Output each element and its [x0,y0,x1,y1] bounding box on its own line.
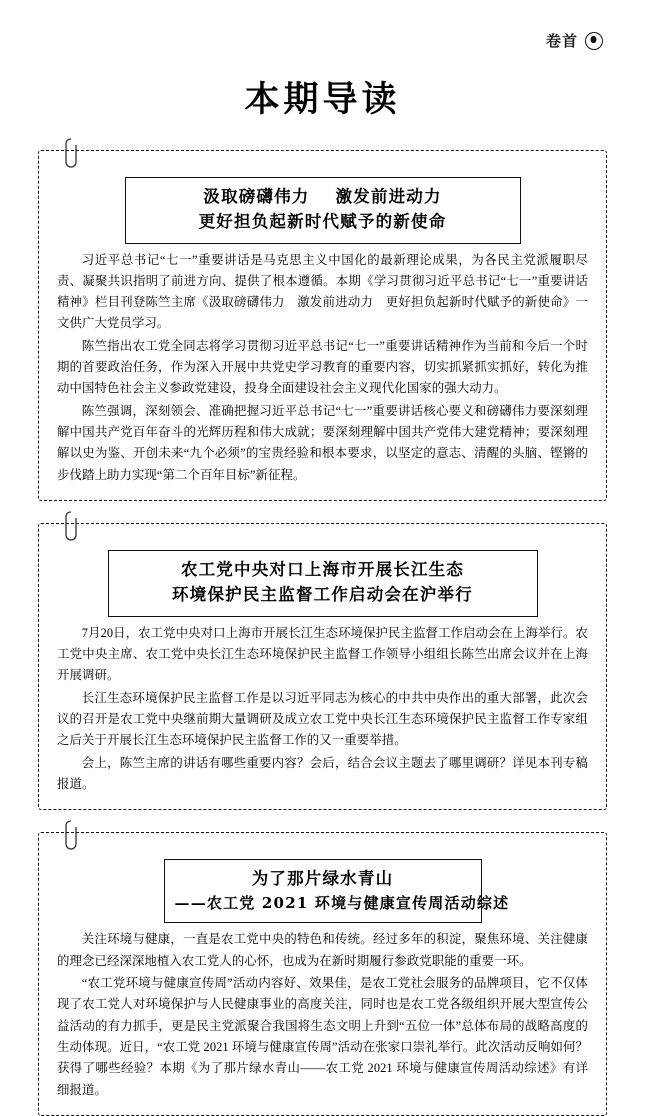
paperclip-icon [65,820,77,850]
article-paragraph: 长江生态环境保护民主监督工作是以习近平同志为核心的中共中央作出的重大部署，此次会议的召开是农工党中央继前期大量调研及成立农工党中央长江生态环境保护民主监督工作专家组之后关于开展长江生态环境保护民主监督工作的又一重要举措。 [57,690,588,748]
article-headline [125,177,521,244]
article-headline [164,859,510,923]
article-list [38,150,607,1116]
article-paragraph: 关注环境与健康，一直是农工党中央的特色和传统。经过多年的积淀，聚焦环境、关注健康的理念已经深深地植入农工党人的心怀，也成为在新时期履行参政党职能的重要一环。 [57,932,588,968]
headline-line-1: 农工党中央对口上海市开展长江生态 [180,560,465,580]
page-title: 本期导读 [244,79,401,120]
headline-line-1 [136,185,510,210]
article-paragraph: 陈竺强调，深刻领会、准确把握习近平总书记“七一”重要讲话核心要义和磅礴伟力要深刻理解中国共产党百年奋斗的光辉历程和伟大成就；要深刻理解中国共产党伟大建党精神；要深刻理解以史为鉴、开创未来“九个必须”的宝贵经验和根本要求，以坚定的意志、清醒的头脑、铿锵的步伐踏上助力实现“第二个百年目标”新征程。 [57,403,588,482]
headline-line-2: ——农工党 2021 环境与健康宣传周活动综述 [174,893,510,912]
headline-line-2: 更好担负起新时代赋予的新使命 [198,211,447,231]
article-block [38,150,607,501]
headline-part-right: 激发前进动力 [335,187,442,206]
headline-part-left: 汲取磅礴伟力 [203,187,310,206]
header-section-title: 卷首 [545,34,578,50]
article-paragraph: 会上，陈竺主席的讲话有哪些重要内容？会后，结合会议主题去了哪里调研？详见本刊专稿报道。 [57,755,588,791]
article-paragraph: “农工党环境与健康宣传周”活动内容好、效果佳，是农工党社会服务的品牌项目，它不仅体现了农工党人对环境保护与人民健康事业的高度关注，同时也是农工党各级组织开展大型宣传公益活动的有力抓手，更是民主党派聚合我国将生态文明上升到“五位一体”总体布局的战略高度的生动体现。近日，“农工党 2021 环境与健康宣传周”活动在张家口崇礼举行。此次活动反响如何？获得了哪些经验？本期《为了那片绿水青山——农工党 2021 环境与健康宣传周活动综述》有详细报道。 [57,976,588,1097]
circle-dot-icon [585,32,603,50]
article-block [38,523,607,810]
article-paragraph: 7月20日，农工党中央对口上海市开展长江生态环境保护民主监督工作启动会在上海举行。农工党中央主席、农工党中央长江生态环境保护民主监督工作领导小组组长陈竺出席会议并在上海开展调研。 [57,625,588,683]
article-headline [108,550,538,617]
headline-line-1: 为了那片绿水青山 [251,869,394,889]
headline-line-2: 环境保护民主监督工作启动会在沪举行 [172,584,473,604]
article-paragraph: 习近平总书记“七一”重要讲话是马克思主义中国化的最新理论成果，为各民主党派履职尽责、凝聚共识指明了前进方向、提供了根本遵循。本期《学习贯彻习近平总书记“七一”重要讲话精神》栏目刊登陈竺主席《汲取磅礴伟力 激发前进动力 更好担负起新时代赋予的新使命》一文供广大党员学习。 [57,252,588,331]
paperclip-icon [65,138,77,168]
article-block [38,832,607,1116]
page-header [546,30,603,51]
paperclip-icon [65,511,77,541]
article-paragraph: 陈竺指出农工党全同志将学习贯彻习近平总书记“七一”重要讲话精神作为当前和今后一个时期的首要政治任务，作为深入开展中共党史学习教育的重要内容，切实抓紧抓实抓好，转化为推动中国特色社会主义参政党建设，投身全面建设社会主义现代化国家的强大动力。 [57,338,588,396]
